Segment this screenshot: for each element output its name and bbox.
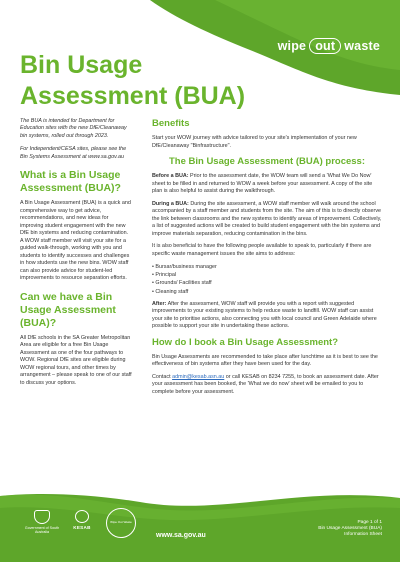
benefits-body: Start your WOW journey with advice tailored to your site's implementation of your new DfE/Cleanaway "Binfrastructure". [152, 135, 357, 149]
process-heading: The Bin Usage Assessment (BUA) process: [168, 156, 366, 167]
can-we-have-body: All DfE schools in the SA Greater Metropolitan Area are eligible for a free Bin Usage Assessment as one of the four pathways to WOW. Regional DfE sites are eligible during WOW regional tours, and other times by arrangement – please speak to one of our staff to discuss your options. [20, 334, 132, 386]
how-to-book-heading: How do I book a Bin Usage Assessment? [152, 336, 338, 348]
government-sa-logo [24, 510, 60, 535]
kesab-mark-icon [75, 510, 89, 523]
kesab-logo [68, 510, 96, 530]
document-type: Information Sheet [344, 532, 382, 538]
people-list [152, 263, 382, 296]
right-column [152, 118, 382, 401]
after-body: After the assessment, WOW staff will provide you with a report with suggested improvements to your existing systems to help reduce waste to landfill. WOW staff can assist your site to prioritise actions, also connecting you with local council and Green Adelaide where possible to support your site in undertaking these actions. [152, 300, 377, 330]
during-label: During a BUA: [152, 200, 189, 207]
contact-email-link[interactable]: admin@kesab.asn.au [172, 373, 225, 380]
brand-wipe: wipe [277, 39, 307, 53]
intro-dfe: The BUA is intended for Department for Education sites with the new DfE/Cleanaway bin systems, rolled out through 2023. [20, 118, 127, 139]
beneficial-paragraph: It is also beneficial to have the following people available to speak to, particularly if there are specific waste management issues the site aims to address: [152, 243, 372, 257]
page-number: Page 1 of 1 [357, 520, 382, 525]
after-label: After: [152, 300, 167, 307]
what-is-bua-heading: What is a Bin Usage Assessment (BUA)? [20, 169, 121, 195]
list-item: • Principal [152, 272, 177, 279]
contact-post: or call KESAB on 8234 7255, to book an assessment date. After your assessment has been booked, the 'What we do now' sheet will be emailed to you to complete before your assessment. [152, 373, 379, 395]
crest-icon [34, 510, 50, 524]
intro-independent: For Independent/CESA sites, please see the Bin Systems Assessment at www.sa.gov.au [20, 146, 127, 160]
can-we-have-heading: Can we have a Bin Usage Assessment (BUA)? [20, 290, 116, 329]
list-item: • Cleaning staff [152, 288, 189, 295]
after-paragraph [152, 301, 382, 331]
page-info [318, 520, 382, 539]
how-to-book-body: Bin Usage Assessments are recommended to take place after lunchtime as it is best to see the effectiveness of bin systems after they have been used for the day. [152, 353, 378, 368]
seal-text: Wipe Out Waste [110, 520, 132, 525]
before-label: Before a BUA: [152, 173, 189, 179]
footer [0, 488, 400, 562]
benefits-heading: Benefits [152, 118, 190, 129]
what-is-bua-body: A Bin Usage Assessment (BUA) is a quick and comprehensive way to get advice, recommendations, and new ideas for improving student engagement with the new DfE bin systems and reducing contamination. A WOW staff member will visit your site for a guided walk-through, working with you and students to identify successes and challenges in how students use the new bins. WOW staff can also provide advice for student-led improvements to resource separation efforts. [20, 200, 131, 282]
brand-out: out [309, 38, 341, 54]
title-line-1: Bin Usage [20, 51, 143, 79]
document-name: Bin Usage Assessment (BUA) [318, 526, 382, 532]
contact-paragraph [152, 374, 382, 397]
footer-url[interactable]: www.sa.gov.au [156, 532, 206, 539]
list-item: • Grounds/ Facilities staff [152, 280, 212, 287]
wipe-out-waste-seal [106, 508, 136, 538]
before-bua-paragraph [152, 173, 382, 196]
page-title [20, 50, 245, 112]
gov-logo-text: Government of South Australia [24, 526, 60, 535]
during-body: During the site assessment, a WOW staff member will walk around the school accompanied by a staff member and students from the site. The aim of this is to directly observe the link between classrooms and the new systems to identify areas of improvement. Collectively, a list of suggested actions will be created to build student engagement with the bin systems and improve materials separation, reducing contamination in the bins. [152, 200, 382, 237]
kesab-logo-text: KESAB [73, 525, 91, 530]
list-item: • Bursar/business manager [152, 264, 217, 270]
before-body: Prior to the assessment date, the WOW team will send a 'What We Do Now' sheet to be filled in and returned to WOW a week before your assessment. A copy of the site plan is also helpful to assist during the walkthrough. [152, 173, 373, 194]
title-line-2: Assessment (BUA) [20, 82, 246, 110]
during-bua-paragraph [152, 201, 382, 239]
wipe-out-waste-logo [278, 38, 380, 54]
left-column [20, 118, 132, 387]
brand-waste: waste [344, 39, 380, 53]
contact-pre: Contact [152, 373, 173, 380]
